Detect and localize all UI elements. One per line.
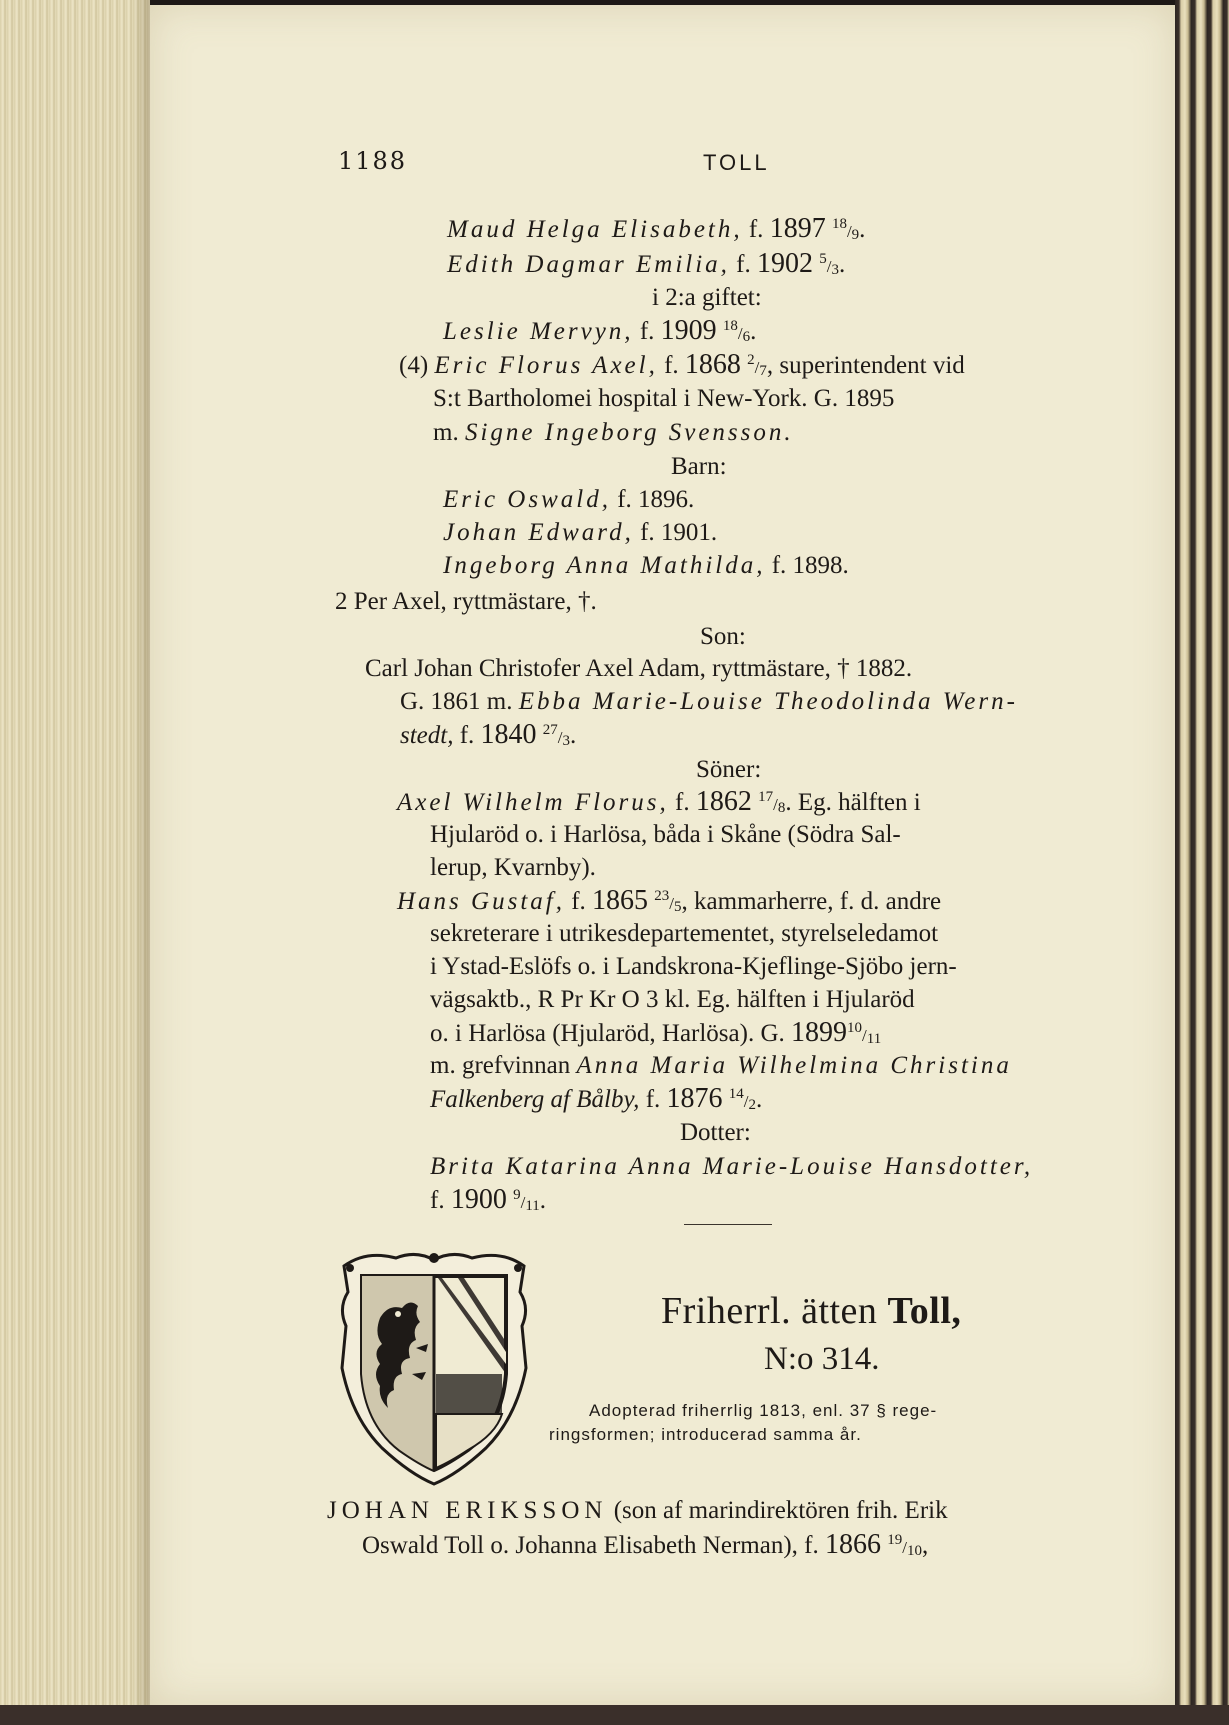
page-number: 1188 bbox=[338, 147, 408, 175]
entry-line: stedt, f. 1840 $^{27}/_3$. bbox=[400, 719, 577, 750]
entry-line: (4) Eric Florus Axel, f. 1868 $^2/_7$, superintendent vid bbox=[399, 349, 965, 380]
entry-line: Brita Katarina Anna Marie-Louise Hansdotter, bbox=[430, 1153, 1034, 1180]
entry-line: Carl Johan Christofer Axel Adam, ryttmästare, † 1882. bbox=[365, 655, 913, 682]
coat-of-arms-icon bbox=[336, 1248, 532, 1486]
entry-line: Leslie Mervyn, f. 1909 $^{18}/_6$. bbox=[443, 315, 757, 346]
section-number: N:o 314. bbox=[764, 1341, 880, 1377]
entry-line: 2 Per Axel, ryttmästare, †. bbox=[335, 588, 597, 615]
entry-line: sekreterare i utrikesdepartementet, styrelseledamot bbox=[430, 920, 939, 947]
entry-line: JOHAN ERIKSSON (son af marindirektören frih. Erik bbox=[327, 1497, 948, 1524]
entry-line: Maud Helga Elisabeth, f. 1897 $^{18}/_9$. bbox=[447, 213, 866, 244]
entry-line: m. Signe Ingeborg Svensson. bbox=[433, 419, 794, 446]
entry-line: Falkenberg af Bålby, f. 1876 $^{14}/_2$. bbox=[430, 1083, 763, 1114]
section-title: Friherrl. ätten Toll, bbox=[661, 1290, 962, 1332]
entry-line: Hans Gustaf, f. 1865 $^{23}/_5$, kammarherre, f. d. andre bbox=[397, 885, 942, 916]
entry-line: f. 1900 $^9/_{11}$. bbox=[430, 1184, 547, 1215]
entry-line: Edith Dagmar Emilia, f. 1902 $^5/_3$. bbox=[447, 248, 846, 279]
subheading: Söner: bbox=[696, 756, 762, 783]
entry-line: G. 1861 m. Ebba Marie-Louise Theodolinda Wern- bbox=[400, 688, 1018, 715]
entry-line: m. grefvinnan Anna Maria Wilhelmina Christina bbox=[430, 1052, 1012, 1079]
entry-line: i Ystad-Eslöfs o. i Landskrona-Kjeflinge-Sjöbo jern- bbox=[430, 953, 957, 980]
entry-line: S:t Bartholomei hospital i New-York. G. 1895 bbox=[433, 385, 895, 412]
entry-line: vägsaktb., R Pr Kr O 3 kl. Eg. hälften i Hjularöd bbox=[430, 986, 915, 1013]
subheading: Son: bbox=[700, 623, 746, 650]
entry-line: lerup, Kvarnby). bbox=[430, 854, 596, 881]
right-page-stack bbox=[1175, 0, 1229, 1725]
entry-line: Eric Oswald, f. 1896. bbox=[443, 486, 695, 513]
section-divider bbox=[684, 1224, 772, 1225]
subheading: i 2:a giftet: bbox=[652, 284, 762, 311]
entry-line: Ingeborg Anna Mathilda, f. 1898. bbox=[443, 552, 849, 579]
entry-line: Oswald Toll o. Johanna Elisabeth Nerman), f. 1866 $^{19}/_{10}$, bbox=[362, 1529, 929, 1560]
subheading: Dotter: bbox=[680, 1119, 751, 1146]
entry-line: Axel Wilhelm Florus, f. 1862 $^{17}/_8$. Eg. hälften i bbox=[397, 786, 921, 817]
section-note: ringsformen; introducerad samma år. bbox=[549, 1425, 862, 1444]
entry-line: Hjularöd o. i Harlösa, båda i Skåne (Södra Sal- bbox=[430, 821, 901, 848]
entry-line: o. i Harlösa (Hjularöd, Harlösa). G. $1899^{10}/_{11}$ bbox=[430, 1017, 882, 1048]
section-note: Adopterad friherrlig 1813, enl. 37 § rege- bbox=[589, 1401, 938, 1420]
subheading: Barn: bbox=[671, 453, 727, 480]
bottom-shadow bbox=[0, 1705, 1229, 1725]
entry-line: Johan Edward, f. 1901. bbox=[443, 519, 718, 546]
left-page-stack bbox=[0, 0, 150, 1725]
running-title: TOLL bbox=[703, 150, 770, 175]
